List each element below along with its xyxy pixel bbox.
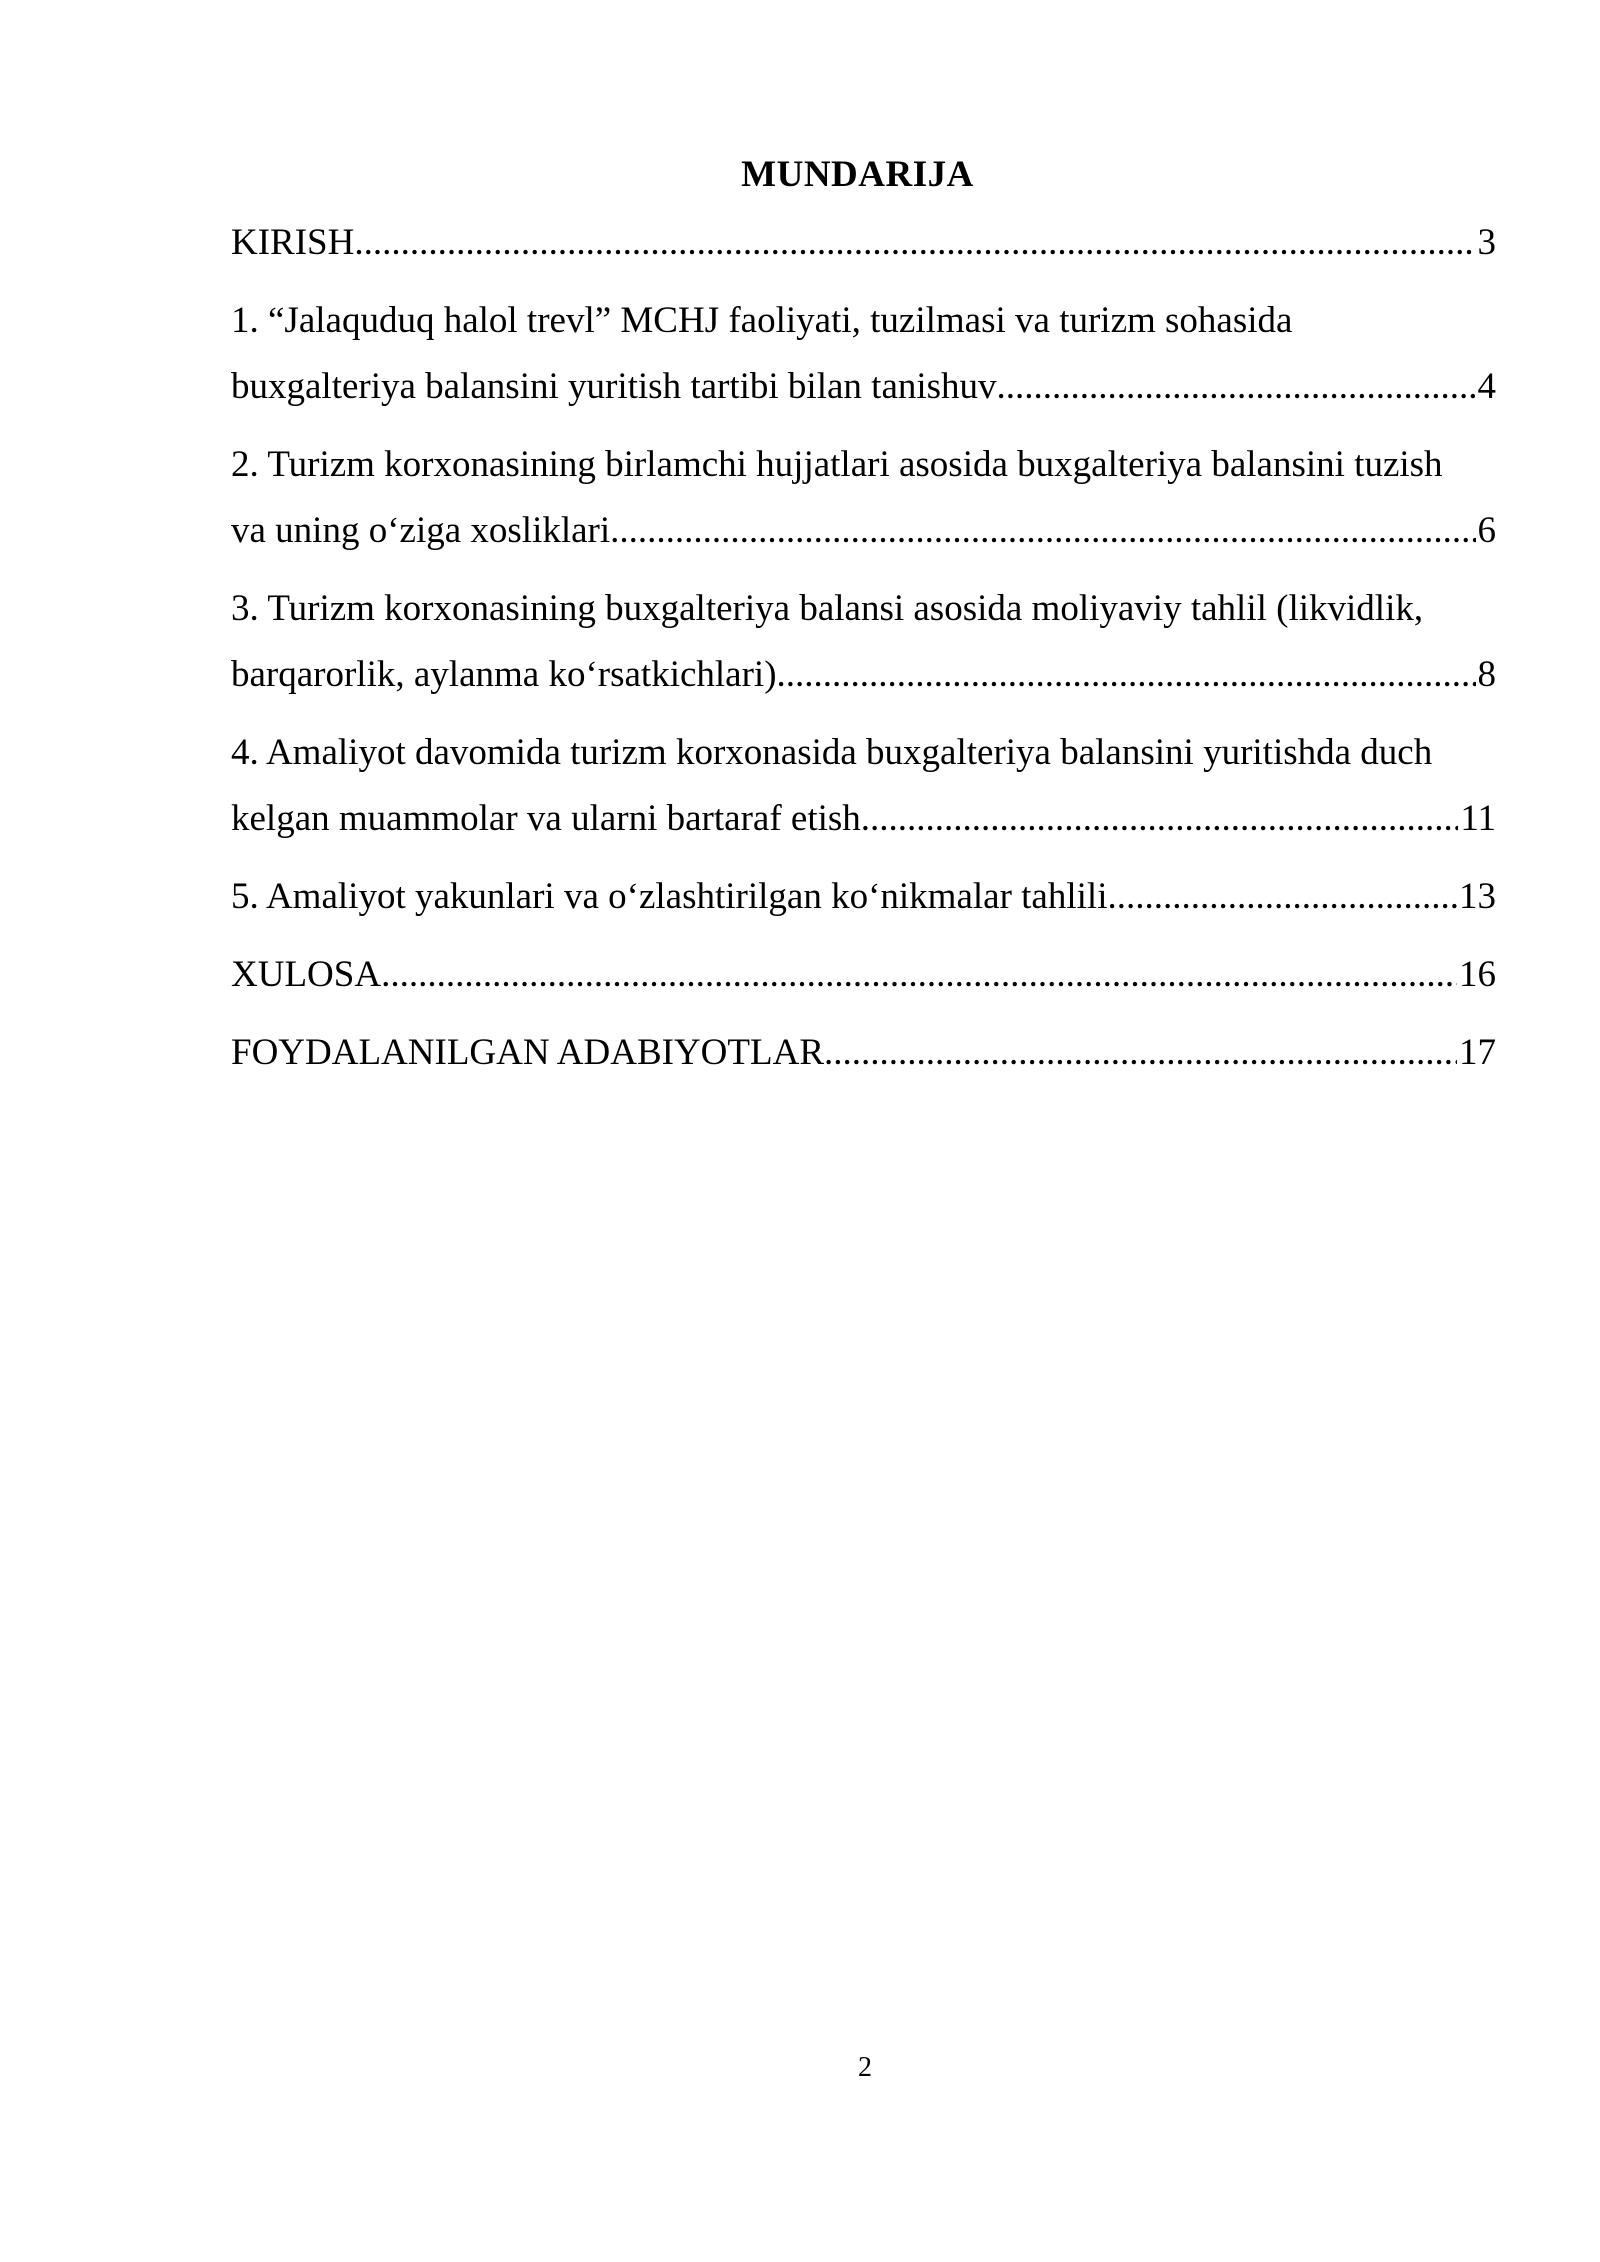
- page-title: MUNDARIJA: [741, 154, 974, 195]
- toc-page-number: 13: [1459, 876, 1496, 917]
- toc-entry-line: [231, 942, 1496, 1008]
- toc-entry-kirish[interactable]: [231, 210, 1496, 276]
- dot-leader: [861, 786, 1459, 852]
- toc-entry-title: buxgalteriya balansini yuritish tartibi bilan tanishuv: [231, 366, 997, 407]
- dot-leader: [824, 1020, 1457, 1086]
- dot-leader: [777, 642, 1476, 708]
- toc-entry-title: KIRISH: [231, 222, 355, 263]
- toc-entry-title: XULOSA: [231, 954, 382, 995]
- toc-entry-title: barqarorlik, aylanma ko‘rsatkichlari): [231, 654, 777, 695]
- dot-leader: [1107, 864, 1457, 930]
- toc-entry-title-line: 2. Turizm korxonasining birlamchi hujjatlari asosida buxgalteriya balansini tuzish: [231, 444, 1443, 485]
- toc-entry-line: [231, 786, 1496, 852]
- dot-leader: [610, 498, 1475, 564]
- toc-entry-line: [231, 210, 1496, 276]
- toc-entry-title: kelgan muammolar va ularni bartaraf etish: [231, 798, 861, 839]
- toc-page-number: 4: [1477, 366, 1496, 407]
- toc-entry-section-3[interactable]: [231, 576, 1496, 708]
- dot-leader: [997, 354, 1476, 420]
- toc-entry-title-line: 4. Amaliyot davomida turizm korxonasida buxgalteriya balansini yuritishda duch: [231, 732, 1433, 773]
- toc-entry-section-1[interactable]: [231, 288, 1496, 420]
- toc-entry-section-5[interactable]: [231, 864, 1496, 930]
- toc-entry-adabiyotlar[interactable]: [231, 1020, 1496, 1086]
- toc-page-number: 17: [1459, 1032, 1496, 1073]
- dot-leader: [354, 210, 1475, 276]
- toc-page-number: 6: [1477, 510, 1496, 551]
- toc-entry-title: va uning o‘ziga xosliklari: [231, 510, 611, 551]
- toc-entry-section-4[interactable]: [231, 720, 1496, 852]
- toc-page-number: 16: [1459, 954, 1496, 995]
- toc-page-number: 8: [1477, 654, 1496, 695]
- table-of-contents: [231, 210, 1496, 1098]
- toc-entry-title: 5. Amaliyot yakunlari va o‘zlashtirilgan ko‘nikmalar tahlili: [231, 876, 1108, 917]
- toc-entry-title: FOYDALANILGAN ADABIYOTLAR: [231, 1032, 824, 1073]
- toc-page-number: 11: [1460, 798, 1496, 839]
- toc-entry-section-2[interactable]: [231, 432, 1496, 564]
- toc-entry-line: [231, 1020, 1496, 1086]
- toc-entry-xulosa[interactable]: [231, 942, 1496, 1008]
- toc-page-number: 3: [1477, 222, 1496, 263]
- toc-entry-title-line: 3. Turizm korxonasining buxgalteriya balansi asosida moliyaviy tahlil (likvidlik,: [231, 588, 1424, 629]
- toc-entry-line: [231, 354, 1496, 420]
- toc-entry-line: [231, 498, 1496, 564]
- toc-entry-title-line: 1. “Jalaquduq halol trevl” MCHJ faoliyati, tuzilmasi va turizm sohasida: [231, 300, 1293, 341]
- dot-leader: [381, 942, 1457, 1008]
- toc-entry-line: [231, 642, 1496, 708]
- toc-entry-line: [231, 864, 1496, 930]
- page-number: 2: [858, 2052, 872, 2083]
